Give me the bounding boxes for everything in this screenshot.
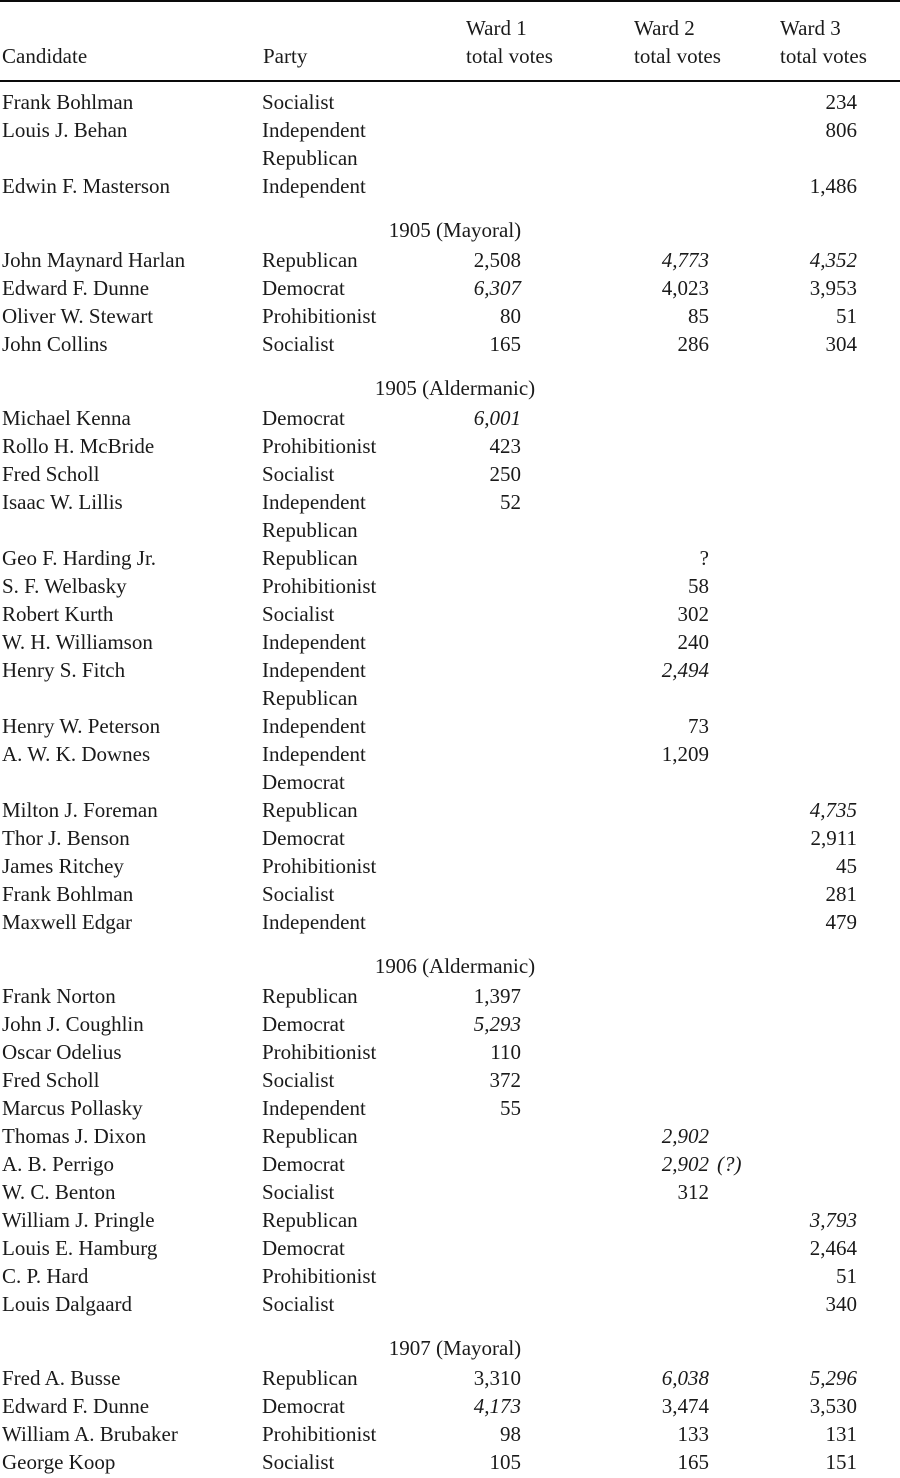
party-label: Republican — [262, 1208, 358, 1232]
section-heading: 1907 (Mayoral) — [388, 1336, 522, 1360]
party-label: Socialist — [262, 882, 335, 906]
ward-3-votes: 151 — [825, 1450, 857, 1474]
party-label: Prohibitionist — [262, 1422, 377, 1446]
ward-3-votes — [709, 544, 857, 572]
section-heading: 1905 (Mayoral) — [388, 218, 522, 242]
candidate-name: Henry S. Fitch — [2, 658, 126, 682]
table-row — [0, 712, 900, 740]
ward-3-votes: 2,464 — [809, 1236, 857, 1260]
ward-2-votes — [521, 684, 709, 712]
header-ward3-title: Ward 3 — [780, 16, 841, 40]
party-label: Independent — [262, 910, 366, 934]
party-label: Democrat — [262, 1394, 345, 1418]
ward-1-votes — [430, 572, 521, 600]
table-row — [0, 852, 900, 880]
candidate-name: Oscar Odelius — [2, 1040, 122, 1064]
table-row — [0, 1364, 900, 1392]
table-row — [0, 796, 900, 824]
party-label: Prohibitionist — [262, 574, 377, 598]
ward-1-votes — [430, 1178, 521, 1206]
table-row — [0, 544, 900, 572]
ward-2-votes — [521, 88, 709, 116]
ward-3-votes — [709, 982, 857, 1010]
candidate-name: Thor J. Benson — [2, 826, 130, 850]
table-row — [0, 1094, 900, 1122]
table-row — [0, 1178, 900, 1206]
candidate-name: William A. Brubaker — [2, 1422, 178, 1446]
ward-2-votes: 4,023 — [661, 276, 709, 300]
ward-3-votes: 51 — [836, 1264, 857, 1288]
ward-1-votes — [430, 144, 521, 172]
table-row — [0, 1206, 900, 1234]
ward-3-votes — [709, 1122, 857, 1150]
ward-3-votes — [709, 460, 857, 488]
ward-2-votes — [521, 1010, 709, 1038]
table-row — [0, 1150, 900, 1178]
ward-3-votes: 304 — [825, 332, 857, 356]
table-row — [0, 88, 900, 116]
candidate-name: C. P. Hard — [2, 1264, 89, 1288]
ward-1-votes: 55 — [500, 1096, 521, 1120]
ward-3-votes: 3,530 — [809, 1394, 857, 1418]
ward-1-votes — [430, 908, 521, 936]
ward-3-votes — [709, 1094, 857, 1122]
ward-3-votes — [709, 712, 857, 740]
candidate-name: Frank Norton — [2, 984, 116, 1008]
table-row — [0, 982, 900, 1010]
ward-2-votes: 286 — [677, 332, 709, 356]
table-row — [0, 1066, 900, 1094]
ward-1-votes — [430, 1234, 521, 1262]
candidate-name: Maxwell Edgar — [2, 910, 133, 934]
ward-3-votes — [709, 404, 857, 432]
table-row — [0, 908, 900, 936]
header-ward3-subtitle: total votes — [780, 44, 867, 68]
ward-2-votes — [521, 432, 709, 460]
party-label: Republican — [262, 1124, 358, 1148]
ward-1-votes: 423 — [489, 434, 521, 458]
candidate-name: James Ritchey — [2, 854, 124, 878]
ward-1-votes: 4,173 — [473, 1394, 521, 1418]
ward-2-votes — [521, 116, 709, 144]
ward-3-votes: 479 — [825, 910, 857, 934]
ward-1-votes — [430, 516, 521, 544]
ward-1-votes: 3,310 — [473, 1366, 521, 1390]
candidate-name: Robert Kurth — [2, 602, 114, 626]
candidate-name: Rollo H. McBride — [2, 434, 155, 458]
ward-2-votes — [521, 880, 709, 908]
party-label: Independent — [262, 630, 366, 654]
ward-2-votes — [521, 908, 709, 936]
table-row — [0, 600, 900, 628]
party-label: Independent — [262, 118, 366, 142]
party-label: Socialist — [262, 332, 335, 356]
ward-2-votes — [521, 1206, 709, 1234]
ward-2-votes — [521, 172, 709, 200]
table-row — [0, 628, 900, 656]
ward-3-votes: 340 — [825, 1292, 857, 1316]
ward-1-votes: 110 — [490, 1040, 521, 1064]
ward-2-votes — [521, 460, 709, 488]
party-label: Socialist — [262, 1292, 335, 1316]
candidate-name: Oliver W. Stewart — [2, 304, 154, 328]
ward-1-votes: 52 — [500, 490, 521, 514]
party-label: Prohibitionist — [262, 854, 377, 878]
candidate-name — [0, 768, 262, 796]
party-label: Prohibitionist — [262, 1040, 377, 1064]
header-ward3 — [780, 14, 900, 70]
candidate-name: Fred Scholl — [2, 1068, 100, 1092]
ward-2-votes: 73 — [688, 714, 709, 738]
ward-3-votes — [709, 572, 857, 600]
candidate-name: George Koop — [2, 1450, 116, 1474]
party-label: Democrat — [262, 406, 345, 430]
ward-2-votes — [521, 768, 709, 796]
party-label: Socialist — [262, 602, 335, 626]
party-label: Socialist — [262, 1180, 335, 1204]
table-header-row — [0, 2, 900, 82]
ward-2-votes: 302 — [677, 602, 709, 626]
ward-1-votes — [430, 712, 521, 740]
ward-3-votes: 3,953 — [809, 276, 857, 300]
ward-1-votes — [430, 172, 521, 200]
ward-2-votes — [521, 1234, 709, 1262]
header-ward1-subtitle: total votes — [466, 44, 553, 68]
ward-2-votes — [521, 1066, 709, 1094]
ward-3-votes — [709, 488, 857, 516]
ward-3-votes: 131 — [825, 1422, 857, 1446]
ward-1-votes — [430, 1262, 521, 1290]
candidate-name: A. B. Perrigo — [2, 1152, 114, 1176]
party-label: Independent — [262, 1096, 366, 1120]
party-label: Democrat — [262, 826, 345, 850]
ward-3-votes — [709, 1010, 857, 1038]
table-row — [0, 1392, 900, 1420]
ward-2-votes — [521, 1262, 709, 1290]
ward-2-votes — [521, 516, 709, 544]
party-label: Independent — [262, 714, 366, 738]
ward-1-votes — [430, 768, 521, 796]
party-label: Socialist — [262, 1450, 335, 1474]
ward-2-votes: 6,038 — [661, 1366, 709, 1390]
ward-1-votes — [430, 600, 521, 628]
section-heading: 1906 (Aldermanic) — [374, 954, 536, 978]
section-heading: 1905 (Aldermanic) — [374, 376, 536, 400]
candidate-name: William J. Pringle — [2, 1208, 155, 1232]
ward-3-votes — [709, 1150, 857, 1178]
ward-2-votes: 4,773 — [661, 248, 709, 272]
table-row — [0, 116, 900, 144]
candidate-name: Louis J. Behan — [2, 118, 128, 142]
candidate-name: Fred A. Busse — [2, 1366, 121, 1390]
ward-3-votes: 281 — [825, 882, 857, 906]
party-label: Socialist — [262, 90, 335, 114]
ward-2-votes — [521, 404, 709, 432]
party-label: Socialist — [262, 1068, 335, 1092]
ward-1-votes — [430, 628, 521, 656]
candidate-name: Thomas J. Dixon — [2, 1124, 147, 1148]
table-row — [0, 656, 900, 684]
ward-1-votes — [430, 116, 521, 144]
ward-1-votes — [430, 852, 521, 880]
candidate-name: John Maynard Harlan — [2, 248, 186, 272]
ward-1-votes — [430, 1122, 521, 1150]
ward-3-votes: 5,296 — [809, 1366, 857, 1390]
ward-3-votes — [709, 684, 857, 712]
table-row — [0, 572, 900, 600]
party-label: Democrat — [262, 1236, 345, 1260]
party-label: Republican — [262, 518, 358, 542]
ward-1-votes — [430, 656, 521, 684]
table-row — [0, 330, 900, 358]
ward-2-votes — [521, 852, 709, 880]
ward-2-votes — [521, 1290, 709, 1318]
candidate-name: Louis Dalgaard — [2, 1292, 133, 1316]
ward-2-votes: 133 — [677, 1422, 709, 1446]
ward-2-votes: 165 — [677, 1450, 709, 1474]
table-row — [0, 1038, 900, 1066]
table-row — [0, 274, 900, 302]
ward-3-votes: 1,486 — [809, 174, 857, 198]
table-row — [0, 1234, 900, 1262]
ward-1-votes — [430, 544, 521, 572]
header-ward2 — [634, 14, 780, 70]
ward-3-votes — [709, 1178, 857, 1206]
candidate-name: Milton J. Foreman — [2, 798, 158, 822]
party-label: Republican — [262, 248, 358, 272]
table-row — [0, 246, 900, 274]
party-label: Prohibitionist — [262, 434, 377, 458]
table-row — [0, 880, 900, 908]
table-row — [0, 488, 900, 516]
table-row — [0, 1262, 900, 1290]
party-label: Socialist — [262, 462, 335, 486]
table-row — [0, 302, 900, 330]
ward-2-votes: 1,209 — [661, 742, 709, 766]
table-row — [0, 1420, 900, 1448]
ward-2-votes: 58 — [688, 574, 709, 598]
candidate-name — [0, 144, 262, 172]
table-row — [0, 460, 900, 488]
table-row — [0, 1122, 900, 1150]
ward-3-votes: 51 — [836, 304, 857, 328]
candidate-name: Frank Bohlman — [2, 882, 134, 906]
candidate-name: John J. Coughlin — [2, 1012, 144, 1036]
ward-2-votes: 2,902 — [661, 1124, 709, 1148]
ward-3-votes — [709, 1038, 857, 1066]
ward-3-votes — [709, 516, 857, 544]
candidate-name: Henry W. Peterson — [2, 714, 161, 738]
ward-1-votes — [430, 824, 521, 852]
ward-3-votes: 234 — [825, 90, 857, 114]
table-row — [0, 740, 900, 768]
ward-1-votes — [430, 740, 521, 768]
party-label: Republican — [262, 1366, 358, 1390]
header-ward1 — [466, 14, 634, 70]
ward-2-votes: 312 — [677, 1180, 709, 1204]
candidate-name: Isaac W. Lillis — [2, 490, 123, 514]
table-row-party-continuation — [0, 684, 900, 712]
table-row — [0, 1010, 900, 1038]
ward-3-votes — [709, 1066, 857, 1094]
table-row — [0, 1290, 900, 1318]
candidate-name: Louis E. Hamburg — [2, 1236, 158, 1260]
table-row — [0, 432, 900, 460]
candidate-name: Edward F. Dunne — [2, 276, 150, 300]
candidate-name: Michael Kenna — [2, 406, 131, 430]
party-label: Democrat — [262, 1152, 345, 1176]
ward-2-votes: 85 — [688, 304, 709, 328]
ward-3-votes: 45 — [836, 854, 857, 878]
ward-1-votes: 1,397 — [473, 984, 521, 1008]
ward-3-votes — [709, 600, 857, 628]
candidate-name: John Collins — [2, 332, 108, 356]
ward-2-votes: 2,902 (?) — [661, 1152, 742, 1176]
candidate-name: Geo F. Harding Jr. — [2, 546, 157, 570]
candidate-name: W. C. Benton — [2, 1180, 116, 1204]
ward-2-votes — [521, 488, 709, 516]
header-ward1-title: Ward 1 — [466, 16, 527, 40]
party-label: Republican — [262, 984, 358, 1008]
header-ward2-title: Ward 2 — [634, 16, 695, 40]
ward-2-votes: ? — [699, 546, 709, 570]
candidate-name: Marcus Pollasky — [2, 1096, 143, 1120]
ward-2-votes — [521, 1038, 709, 1066]
table-row-party-continuation — [0, 768, 900, 796]
ward-1-votes: 6,001 — [473, 406, 521, 430]
candidate-name: W. H. Williamson — [2, 630, 153, 654]
ward-3-votes — [709, 628, 857, 656]
candidate-name: Edwin F. Masterson — [2, 174, 171, 198]
ward-3-votes — [709, 432, 857, 460]
table-row — [0, 1448, 900, 1476]
table-body — [0, 82, 900, 1476]
party-label: Democrat — [262, 770, 345, 794]
ward-3-votes: 4,735 — [809, 798, 857, 822]
table-row — [0, 172, 900, 200]
ward-1-votes — [430, 684, 521, 712]
ward-1-votes: 6,307 — [473, 276, 521, 300]
party-label: Prohibitionist — [262, 1264, 377, 1288]
party-label: Independent — [262, 490, 366, 514]
ward-1-votes — [430, 1150, 521, 1178]
ward-1-votes: 2,508 — [473, 248, 521, 272]
candidate-name — [0, 516, 262, 544]
table-row-party-continuation — [0, 516, 900, 544]
ward-1-votes — [430, 796, 521, 824]
header-ward2-subtitle: total votes — [634, 44, 721, 68]
party-label: Prohibitionist — [262, 304, 377, 328]
ward-1-votes: 5,293 — [473, 1012, 521, 1036]
party-label: Republican — [262, 686, 358, 710]
party-label: Democrat — [262, 276, 345, 300]
ward-2-votes-suffix: (?) — [717, 1152, 742, 1176]
ward-2-votes — [521, 824, 709, 852]
ward-2-votes: 3,474 — [661, 1394, 709, 1418]
header-party: Party — [263, 44, 308, 68]
party-label: Democrat — [262, 1012, 345, 1036]
table-row-party-continuation — [0, 144, 900, 172]
ward-2-votes — [521, 982, 709, 1010]
ward-2-votes: 240 — [677, 630, 709, 654]
ward-1-votes: 165 — [489, 332, 521, 356]
ward-1-votes: 372 — [489, 1068, 521, 1092]
ward-2-votes — [521, 1094, 709, 1122]
candidate-name: S. F. Welbasky — [2, 574, 127, 598]
candidate-name: Fred Scholl — [2, 462, 100, 486]
ward-1-votes — [430, 880, 521, 908]
ward-3-votes — [709, 656, 857, 684]
header-candidate: Candidate — [2, 44, 88, 68]
ward-1-votes — [430, 1290, 521, 1318]
ward-1-votes: 98 — [500, 1422, 521, 1446]
party-label: Republican — [262, 546, 358, 570]
party-label: Independent — [262, 742, 366, 766]
ward-1-votes — [430, 88, 521, 116]
ward-1-votes: 250 — [489, 462, 521, 486]
ward-3-votes: 2,911 — [810, 826, 857, 850]
ward-2-votes — [521, 796, 709, 824]
ward-3-votes: 806 — [825, 118, 857, 142]
party-label: Independent — [262, 174, 366, 198]
table-row — [0, 404, 900, 432]
ward-3-votes — [709, 740, 857, 768]
candidate-name: A. W. K. Downes — [2, 742, 151, 766]
ward-3-votes — [709, 768, 857, 796]
ward-1-votes: 80 — [500, 304, 521, 328]
party-label: Republican — [262, 146, 358, 170]
candidate-name: Edward F. Dunne — [2, 1394, 150, 1418]
party-label: Independent — [262, 658, 366, 682]
ward-2-votes — [521, 144, 709, 172]
ward-2-votes: 2,494 — [661, 658, 709, 682]
ward-1-votes: 105 — [489, 1450, 521, 1474]
table-row — [0, 824, 900, 852]
ward-1-votes — [430, 1206, 521, 1234]
ward-3-votes: 3,793 — [809, 1208, 857, 1232]
candidate-name: Frank Bohlman — [2, 90, 134, 114]
ward-3-votes — [709, 144, 857, 172]
ward-3-votes: 4,352 — [809, 248, 857, 272]
party-label: Republican — [262, 798, 358, 822]
candidate-name — [0, 684, 262, 712]
